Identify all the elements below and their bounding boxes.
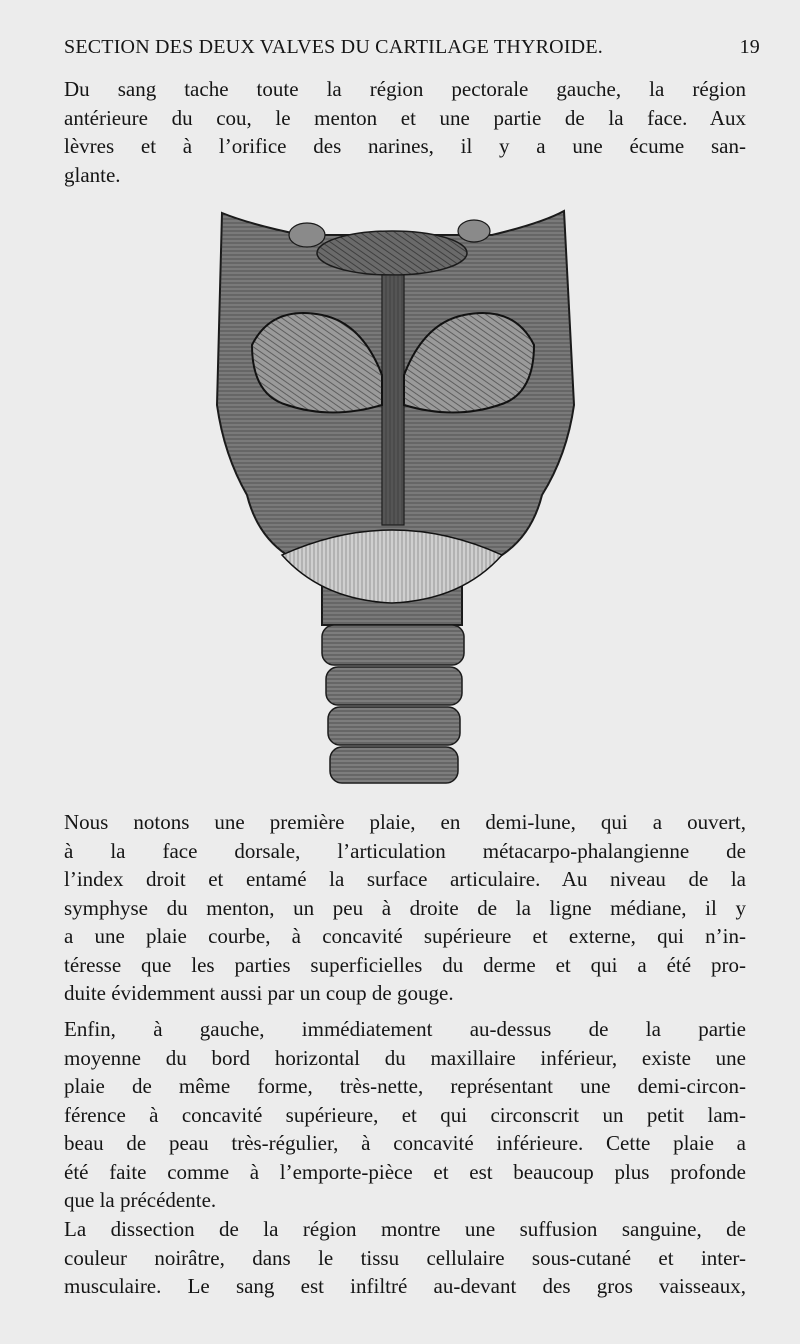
- text-line: musculaire. Le sang est infiltré au-devant des gros vaisseaux,: [64, 1274, 746, 1298]
- text-line: moyenne du bord horizontal du maxillaire inférieur, existe une: [64, 1045, 746, 1070]
- text-line: Nous notons une première plaie, en demi-lune, qui a ouvert,: [64, 810, 746, 834]
- paragraph-4: [64, 1215, 746, 1301]
- text-line: antérieure du cou, le menton et une partie de la face. Aux: [64, 105, 746, 130]
- text-line: lèvres et à l’orifice des narines, il y a une écume san-: [64, 134, 746, 158]
- paragraph-3: [64, 1015, 746, 1215]
- page-number: 19: [739, 36, 760, 58]
- text-line: l’index droit et entamé la surface articulaire. Au niveau de la: [64, 867, 746, 891]
- text-line: beau de peau très-régulier, à concavité inférieure. Cette plaie a: [64, 1131, 746, 1155]
- text-line: La dissection de la région montre une suffusion sanguine, de: [64, 1217, 746, 1241]
- text-line: à la face dorsale, l’articulation métacarpo-phalangienne de: [64, 838, 746, 863]
- paragraph-2: [64, 808, 746, 1008]
- text-line: couleur noirâtre, dans le tissu cellulaire sous-cutané et inter-: [64, 1245, 746, 1270]
- text-line: été faite comme à l’emporte-pièce et est beaucoup plus profonde: [64, 1159, 746, 1184]
- text-line: téresse que les parties superficielles du derme et qui a été pro-: [64, 952, 746, 977]
- text-line: Enfin, à gauche, immédiatement au-dessus de la partie: [64, 1017, 746, 1041]
- text-line: glante.: [64, 162, 121, 187]
- text-line: symphyse du menton, un peu à droite de la ligne médiane, il y: [64, 895, 746, 920]
- paragraph-1: [64, 75, 746, 189]
- text-line: que la précédente.: [64, 1188, 217, 1212]
- text-line: duite évidemment aussi par un coup de gouge.: [64, 981, 454, 1005]
- text-line: Du sang tache toute la région pectorale gauche, la région: [64, 77, 746, 101]
- running-title: SECTION DES DEUX VALVES DU CARTILAGE THYROIDE.: [64, 36, 603, 58]
- larynx-engraving-icon: [212, 205, 578, 790]
- running-header: [64, 36, 760, 62]
- text-line: a une plaie courbe, à concavité supérieure et externe, qui n’in-: [64, 924, 746, 948]
- larynx-illustration: [212, 205, 578, 790]
- text-line: plaie de même forme, très-nette, représentant une demi-circon-: [64, 1074, 746, 1098]
- text-line: férence à concavité supérieure, et qui circonscrit un petit lam-: [64, 1102, 746, 1127]
